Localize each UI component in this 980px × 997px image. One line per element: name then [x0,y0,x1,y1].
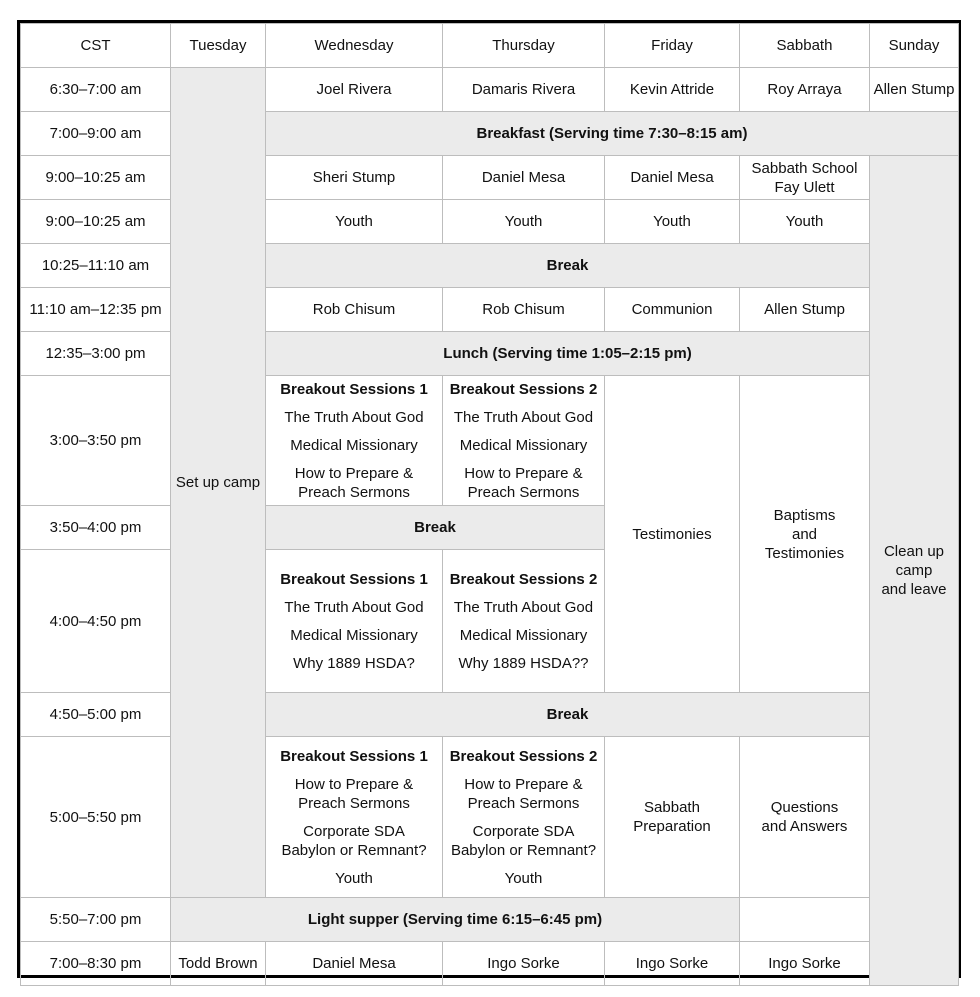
session-cell: Joel Rivera [266,68,443,112]
session-item: Babylon or Remnant? [281,841,427,859]
tuesday-evening-cell: Todd Brown [171,942,266,986]
table-row [21,68,959,112]
session-item: Corporate SDA [472,822,575,840]
table-row [21,288,959,332]
sunday-morning-cell: Allen Stump [870,68,959,112]
testimonies-cell: Testimonies [605,376,740,693]
session-cell: Ingo Sorke [740,942,870,986]
header-cst: CST [21,24,171,68]
time-cell: 9:00–10:25 am [21,156,171,200]
header-friday: Friday [605,24,740,68]
header-row [21,24,959,68]
questions-cell [740,737,870,898]
session-item: Preach Sermons [298,483,410,501]
baptisms-line: Testimonies [764,544,845,562]
questions-line: Questions [770,799,839,816]
session-cell: Ingo Sorke [605,942,740,986]
cleanup-line: Clean up [883,543,945,560]
break-cell: Break [266,244,870,288]
table-row [21,112,959,156]
session-cell: Kevin Attride [605,68,740,112]
header-wednesday: Wednesday [266,24,443,68]
breakout-title: Breakout Sessions 2 [449,380,598,398]
time-cell: 12:35–3:00 pm [21,332,171,376]
session-cell: Youth [740,200,870,244]
session-item: Why 1889 HSDA? [293,654,415,672]
session-cell: Daniel Mesa [443,156,605,200]
session-item: How to Prepare & [464,775,583,793]
table-row [21,942,959,986]
session-item: Preach Sermons [467,794,580,812]
header-tuesday: Tuesday [171,24,266,68]
break-cell: Break [266,506,605,550]
time-cell: 7:00–9:00 am [21,112,171,156]
breakout-cell [443,550,605,693]
baptisms-line: and [791,525,818,543]
session-cell: Communion [605,288,740,332]
session-cell: Youth [605,200,740,244]
breakout-cell [443,376,605,506]
breakout-title: Breakout Sessions 1 [280,570,428,588]
table-row [21,693,959,737]
session-cell: Allen Stump [740,288,870,332]
session-cell: Rob Chisum [443,288,605,332]
breakout-title: Breakout Sessions 2 [449,747,598,765]
session-cell: Rob Chisum [266,288,443,332]
breakout-title: Breakout Sessions 1 [280,380,428,398]
time-cell: 5:50–7:00 pm [21,898,171,942]
time-cell: 4:50–5:00 pm [21,693,171,737]
table-row [21,244,959,288]
time-cell: 10:25–11:10 am [21,244,171,288]
session-item: Youth [504,869,543,887]
session-cell: Roy Arraya [740,68,870,112]
session-cell: Youth [266,200,443,244]
sabbath-preparation-cell [605,737,740,898]
session-cell: Daniel Mesa [605,156,740,200]
breakout-cell [266,550,443,693]
header-sunday: Sunday [870,24,959,68]
sunday-cleanup-cell [870,156,959,986]
baptisms-cell [740,376,870,693]
session-item: The Truth About God [453,408,594,426]
breakfast-cell: Breakfast (Serving time 7:30–8:15 am) [266,112,959,156]
table-row [21,332,959,376]
table-row [21,156,959,200]
header-sabbath: Sabbath [740,24,870,68]
session-item: Medical Missionary [459,626,588,644]
session-item: The Truth About God [284,408,424,426]
session-item: Why 1889 HSDA?? [458,654,589,672]
time-cell: 4:00–4:50 pm [21,550,171,693]
break-cell: Break [266,693,870,737]
session-item: The Truth About God [453,598,594,616]
questions-line: and Answers [761,818,848,835]
table-row [21,737,959,898]
time-cell: 11:10 am–12:35 pm [21,288,171,332]
schedule-table [20,23,959,986]
table-row [21,200,959,244]
session-item: Medical Missionary [290,436,418,454]
table-row [21,898,959,942]
breakout-cell [266,376,443,506]
cleanup-line: camp [895,562,933,579]
time-cell: 5:00–5:50 pm [21,737,171,898]
session-cell: Youth [443,200,605,244]
breakout-cell [443,737,605,898]
session-cell: Sheri Stump [266,156,443,200]
session-item: Preach Sermons [298,794,410,812]
sabbath-school-title: Sabbath School [751,159,858,177]
session-item: Medical Missionary [459,436,588,454]
supper-cell: Light supper (Serving time 6:15–6:45 pm) [171,898,740,942]
prep-line: Sabbath [644,799,700,816]
breakout-title: Breakout Sessions 1 [280,747,428,765]
session-cell: Ingo Sorke [443,942,605,986]
session-item: Corporate SDA [303,822,405,840]
schedule-frame [17,20,961,978]
baptisms-line: Baptisms [773,506,836,524]
session-item: Youth [335,869,373,887]
session-item: Preach Sermons [467,483,580,501]
session-item: Medical Missionary [290,626,418,644]
prep-line: Preparation [633,818,711,835]
time-cell: 7:00–8:30 pm [21,942,171,986]
lunch-cell: Lunch (Serving time 1:05–2:15 pm) [266,332,870,376]
sabbath-school-cell [740,156,870,200]
breakout-title: Breakout Sessions 2 [449,570,598,588]
header-thursday: Thursday [443,24,605,68]
time-cell: 3:00–3:50 pm [21,376,171,506]
cleanup-line: and leave [881,581,947,598]
session-item: How to Prepare & [464,464,583,482]
session-item: How to Prepare & [294,775,414,793]
session-cell: Daniel Mesa [266,942,443,986]
session-item: How to Prepare & [294,464,414,482]
table-row [21,376,959,506]
breakout-cell [266,737,443,898]
session-cell: Damaris Rivera [443,68,605,112]
session-item: Babylon or Remnant? [450,841,597,859]
time-cell: 6:30–7:00 am [21,68,171,112]
tuesday-setup-cell: Set up camp [171,68,266,898]
time-cell: 9:00–10:25 am [21,200,171,244]
session-item: The Truth About God [284,598,424,616]
sabbath-school-speaker: Fay Ulett [774,178,835,196]
time-cell: 3:50–4:00 pm [21,506,171,550]
